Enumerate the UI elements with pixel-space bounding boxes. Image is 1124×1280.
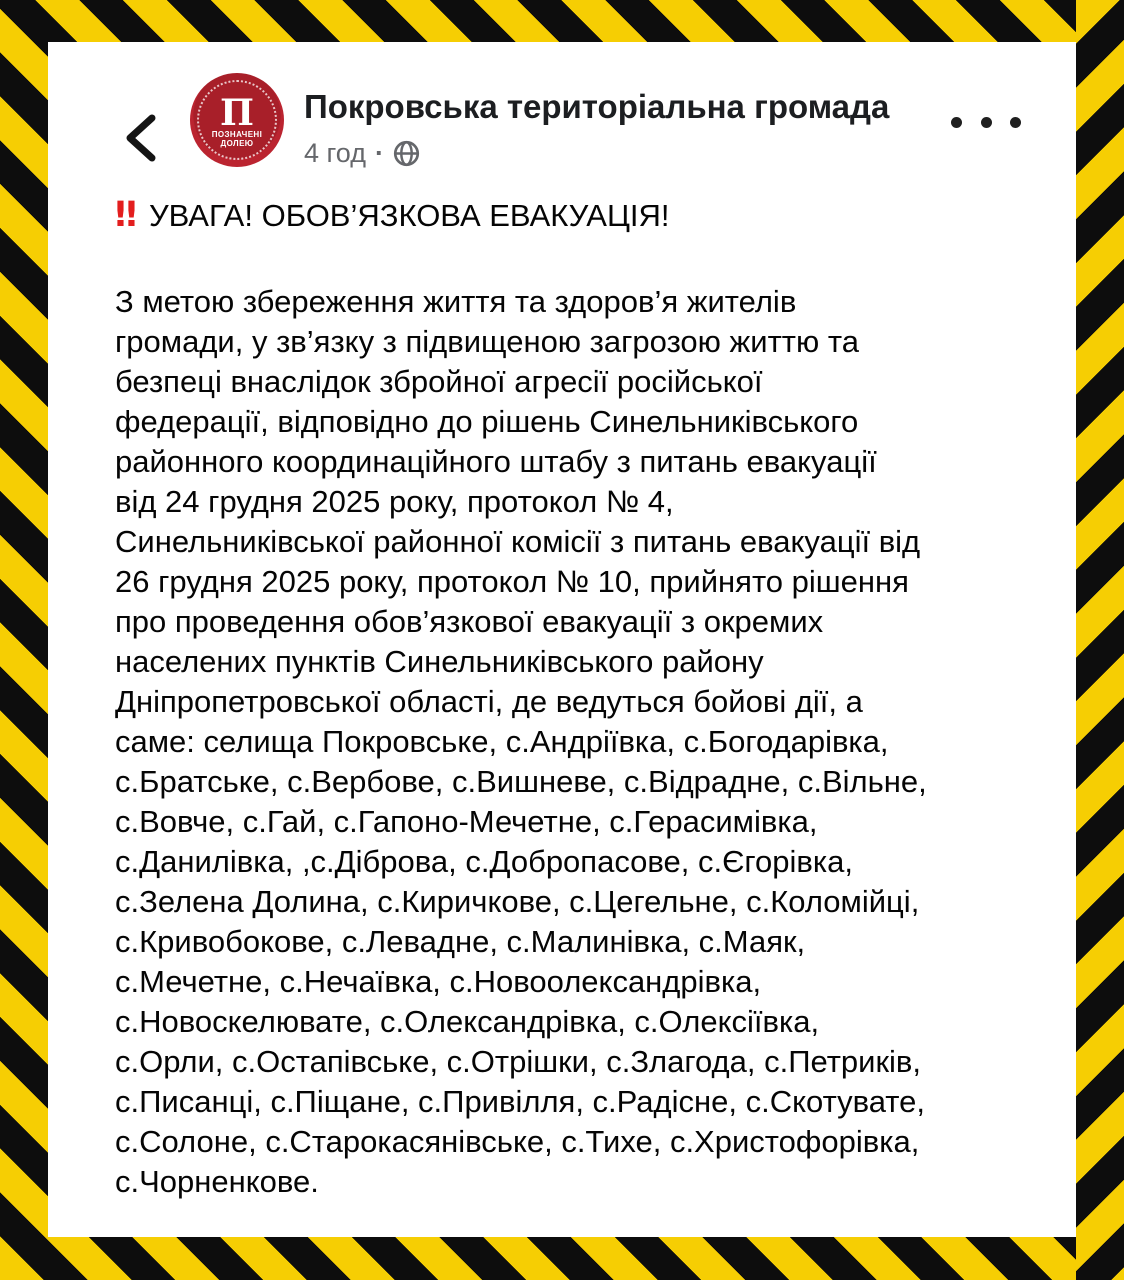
timestamp[interactable]: 4 год [304,137,366,168]
post-text-line: с.Солоне, с.Старокасянівське, с.Тихе, с.Христофорівка, [115,1124,920,1159]
post-text-line: с.Мечетне, с.Нечаївка, с.Новоолександрівка, [115,964,762,999]
dot-icon [981,117,992,128]
post-text-line: с.Чорненкове. [115,1164,319,1199]
avatar-caption-line2: ДОЛЕЮ [220,139,254,148]
post-text-line: с.Кривобокове, с.Левадне, с.Малинівка, с.Маяк, [115,924,806,959]
back-button[interactable] [116,112,164,168]
post-text-line: населених пунктів Синельниківського району [115,644,764,679]
post-text-line: с.Зелена Долина, с.Киричкове, с.Цегельне, с.Коломійці, [115,884,920,919]
post-text-line: с.Новоскелювате, с.Олександрівка, с.Олексіївка, [115,1004,820,1039]
post-text-line: саме: селища Покровське, с.Андріївка, с.Богодарівка, [115,724,889,759]
post-text-line: від 24 грудня 2025 року, протокол № 4, [115,484,674,519]
post-text-line: федерації, відповідно до рішень Синельниківського [115,404,859,439]
post-text-line: Дніпропетровської області, де ведуться бойові дії, а [115,684,863,719]
post-meta [304,136,420,170]
dot-icon [951,117,962,128]
post-text-line: с.Вовче, с.Гай, с.Гапоно-Мечетне, с.Герасимівка, [115,804,818,839]
avatar-emblem: П [220,92,254,134]
post-text-line: громади, у зв’язку з підвищеною загрозою життю та [115,324,859,359]
post-text-line: с.Орли, с.Остапівське, с.Отрішки, с.Злагода, с.Петриків, [115,1044,921,1079]
headline-text: УВАГА! ОБОВ’ЯЗКОВА ЕВАКУАЦІЯ! [148,198,670,233]
post-text-line: безпеці внаслідок збройної агресії російської [115,364,763,399]
post-text-line: районного координаційного штабу з питань евакуації [115,444,877,479]
meta-separator: · [374,137,384,168]
post-body [115,282,927,1202]
post-text-line: с.Данилівка, ,с.Діброва, с.Добропасове, с.Єгорівка, [115,844,853,879]
post-card [48,42,1076,1237]
avatar[interactable] [190,73,284,167]
post-text-line: З метою збереження життя та здоров’я жителів [115,284,797,319]
page-title[interactable]: Покровська територіальна громада [304,88,890,125]
double-exclamation-icon: ‼ [115,195,139,235]
post-text-line: Синельниківської районної комісії з питань евакуації від [115,524,921,559]
post-text-line: с.Писанці, с.Піщане, с.Привілля, с.Радісне, с.Скотувате, [115,1084,926,1119]
post-headline [115,195,670,235]
post-text-line: про проведення обов’язкової евакуації з окремих [115,604,824,639]
post-options-button[interactable] [951,102,1021,142]
post-text-line: с.Братське, с.Вербове, с.Вишневе, с.Відрадне, с.Вільне, [115,764,927,799]
post-text-line: 26 грудня 2025 року, протокол № 10, прийнято рішення [115,564,909,599]
globe-icon [393,140,420,167]
avatar-microtext-ring [197,80,277,160]
avatar-caption-line1: ПОЗНАЧЕНІ [211,130,263,139]
hazard-stripe-right [1076,0,1124,1280]
chevron-left-icon [122,112,158,169]
dot-icon [1010,117,1021,128]
